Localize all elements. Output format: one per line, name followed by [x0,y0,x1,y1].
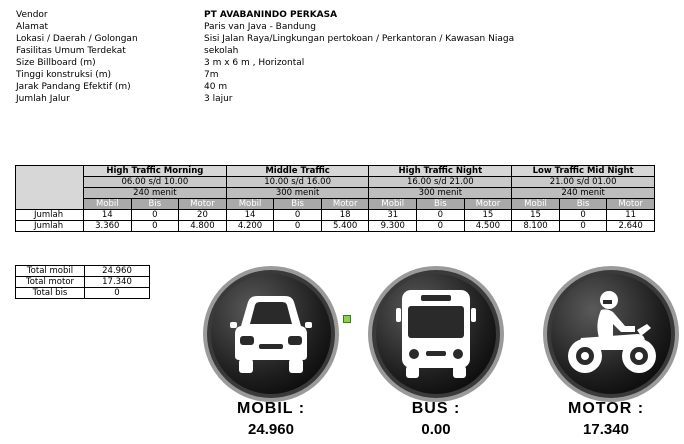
period-name: Middle Traffic [226,166,369,177]
table-cell: 0 [131,221,179,232]
motor-summary [546,400,666,439]
col-header-motor: Motor [464,199,512,210]
col-header-mobil: Mobil [369,199,417,210]
info-label: Alamat [16,22,48,32]
mobil-label: MOBIL : [236,400,306,417]
traffic-table [15,165,655,232]
table-cell: 4.500 [464,221,512,232]
col-header-mobil: Mobil [512,199,560,210]
col-header-mobil: Mobil [84,199,132,210]
bus-label: BUS : [411,400,461,417]
table-cell: 18 [321,210,369,221]
info-label: Size Billboard (m) [16,58,96,68]
info-value: 40 m [204,82,228,92]
total-bis-value: 0 [85,288,150,299]
period-time: 16.00 s/d 21.00 [369,177,512,188]
bus-value: 0.00 [421,421,451,438]
period-duration: 300 menit [226,188,369,199]
col-header-bis: Bis [274,199,322,210]
table-row [16,210,655,221]
bus-icon [366,264,506,404]
table-cell: 2.640 [607,221,655,232]
period-name: Low Traffic Mid Night [512,166,655,177]
table-cell: 0 [417,221,465,232]
col-header-bis: Bis [417,199,465,210]
total-mobil-label: Total mobil [16,266,85,277]
motorcycle-icon [541,264,681,404]
info-label: Jarak Pandang Efektif (m) [16,82,131,92]
period-name: High Traffic Morning [84,166,227,177]
period-time: 06.00 s/d 10.00 [84,177,227,188]
period-time: 21.00 s/d 01.00 [512,177,655,188]
table-row [16,277,150,288]
col-header-motor: Motor [179,199,227,210]
table-cell: 15 [464,210,512,221]
corner-cell [16,166,84,210]
selection-handle[interactable] [343,315,351,323]
table-cell: 20 [179,210,227,221]
table-cell: 0 [559,221,607,232]
table-cell: 15 [512,210,560,221]
info-value: PT AVABANINDO PERKASA [204,10,338,20]
col-header-motor: Motor [321,199,369,210]
table-cell: 5.400 [321,221,369,232]
mobil-summary [211,400,331,439]
info-label: Vendor [16,10,48,20]
motor-value: 17.340 [583,421,629,438]
col-header-motor: Motor [607,199,655,210]
table-cell: 4.200 [226,221,274,232]
bus-summary [376,400,496,439]
table-cell: 31 [369,210,417,221]
row-label: Jumlah [16,210,84,221]
col-header-mobil: Mobil [226,199,274,210]
table-cell: 0 [274,210,322,221]
table-cell: 4.800 [179,221,227,232]
info-value: 7m [204,70,219,80]
info-value: Paris van Java - Bandung [204,22,316,32]
period-duration: 240 menit [512,188,655,199]
table-cell: 0 [559,210,607,221]
info-label: Fasilitas Umum Terdekat [16,46,126,56]
total-motor-value: 17.340 [85,277,150,288]
mobil-value: 24.960 [248,421,294,438]
table-cell: 0 [131,210,179,221]
table-row [16,288,150,299]
table-row [16,221,655,232]
info-value: sekolah [204,46,239,56]
total-bis-label: Total bis [16,288,85,299]
table-cell: 14 [226,210,274,221]
period-duration: 300 menit [369,188,512,199]
period-name: High Traffic Night [369,166,512,177]
info-value: 3 lajur [204,94,233,104]
table-cell: 11 [607,210,655,221]
col-header-bis: Bis [131,199,179,210]
motor-label: MOTOR : [567,400,645,417]
table-cell: 3.360 [84,221,132,232]
table-cell: 14 [84,210,132,221]
period-time: 10.00 s/d 16.00 [226,177,369,188]
table-cell: 8.100 [512,221,560,232]
car-icon [201,264,341,404]
total-mobil-value: 24.960 [85,266,150,277]
info-label: Jumlah Jalur [16,94,70,104]
info-value: 3 m x 6 m , Horizontal [204,58,305,68]
row-label: Jumlah [16,221,84,232]
table-cell: 0 [417,210,465,221]
table-cell: 9.300 [369,221,417,232]
table-cell: 0 [274,221,322,232]
info-label: Tinggi konstruksi (m) [16,70,111,80]
totals-table [15,265,150,299]
total-motor-label: Total motor [16,277,85,288]
table-row [16,266,150,277]
info-value: Sisi Jalan Raya/Lingkungan pertokoan / Perkantoran / Kawasan Niaga [204,34,515,44]
period-duration: 240 menit [84,188,227,199]
col-header-bis: Bis [559,199,607,210]
info-label: Lokasi / Daerah / Golongan [16,34,138,44]
